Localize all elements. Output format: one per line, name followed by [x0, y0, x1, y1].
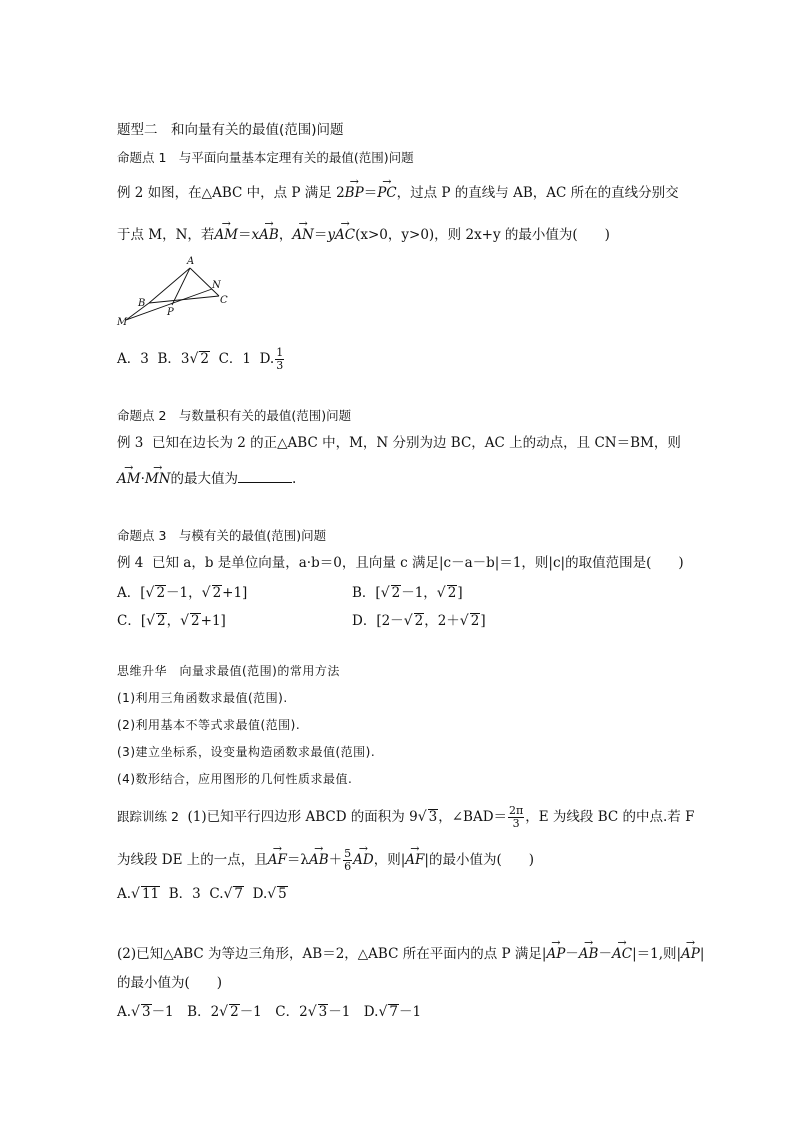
q2-opt-d-tail: －1 — [398, 1004, 422, 1020]
example4-stem-text: 已知 a，b 是单位向量，a·b＝0，且向量 c 满足|c－a－b|＝1，则|c|的取值范围是( ) — [151, 555, 684, 571]
q1-opt-a-rad: 11 — [141, 886, 160, 902]
opt-d-rad1: 2 — [414, 613, 424, 629]
example3-line2: → AM·→ MN的最大值为 . — [117, 470, 296, 488]
example2-line1: 例 2 如图，在△ABC 中，点 P 满足 2→ BP＝→ PC，过点 P 的直线与 AB，AC 所在的直线分别交 — [117, 184, 679, 202]
q1-line2-frac-num: 5 — [344, 847, 352, 860]
opt-d-post: ] — [480, 613, 486, 629]
option-b-radicand: 2 — [200, 351, 209, 367]
opt-c-rad2: 2 — [191, 613, 200, 629]
q1-opt-d: D. — [252, 886, 268, 902]
q2-opt-d-rad: 7 — [389, 1004, 398, 1020]
practice-q1-options: A.√ 11 B．3 C.√ 7 D.√ 5 — [117, 886, 287, 902]
example4-option-a: A．[√ 2－1，√ 2+1] — [117, 585, 248, 601]
answer-blank[interactable] — [238, 470, 292, 483]
q1-frac-num: 2π — [509, 804, 524, 817]
example3-stem: 已知在边长为 2 的正△ABC 中，M，N 分别为边 BC，AC 上的动点，且 CN＝BM，则 — [151, 435, 681, 451]
example2-option-d: D. — [259, 351, 275, 367]
q2-text-a: (2)已知△ABC 为等边三角形，AB＝2，△ABC 所在平面内的点 P 满足| — [117, 946, 547, 962]
example4-option-d: D．[2－√ 2，2＋√ 2] — [352, 613, 486, 629]
example2-option-b: B．3 — [157, 351, 190, 367]
q2-opt-a: A. — [117, 1004, 132, 1020]
q1-text-b: ，∠BAD＝ — [438, 809, 508, 825]
practice-q2-line2: 的最小值为( ) — [117, 975, 223, 991]
option-d-num: 1 — [276, 346, 284, 359]
q2-opt-b-rad: 2 — [230, 1004, 239, 1020]
q2-opt-b: －1 B．2 — [151, 1004, 220, 1020]
q2-text-b: |＝1,则| — [632, 946, 682, 962]
opt-c-rad1: 2 — [157, 613, 166, 629]
example2-stem-b: ，过点 P 的直线与 AB，AC 所在的直线分别交 — [396, 185, 679, 201]
opt-d-mid: ，2＋ — [424, 613, 460, 629]
practice-q2-options: A.√ 3－1 B．2√ 2－1 C．2√ 3－1 D.√ 7－1 — [117, 1004, 422, 1020]
example2-line2: 于点 M，N，若→ AM＝x→ AB，→ AN＝y→ AC(x>0，y>0)，则 2x+y 的最小值为( ) — [117, 226, 610, 244]
point2-heading: 命题点 2 与数量积有关的最值(范围)问题 — [117, 408, 352, 423]
q1-opt-a: A. — [117, 886, 132, 902]
option-d-fraction — [275, 347, 284, 372]
fig-label-b: B — [138, 298, 146, 309]
opt-a-pre: A．[ — [117, 585, 146, 601]
q1-line2-frac-den: 6 — [344, 860, 352, 873]
example2-option-c: C．1 — [218, 351, 251, 367]
example4-stem — [117, 554, 684, 572]
section-title: 题型二 和向量有关的最值(范围)问题 — [117, 122, 344, 138]
q1-fraction — [508, 805, 524, 830]
thinking-item-3: (3)建立坐标系，设变量构造函数求最值(范围). — [117, 745, 376, 759]
example2-option-a: A．3 — [117, 351, 149, 367]
example2-options: A．3 B．3√ 2 C．1 D. $\frac{1}{3}$ — [117, 346, 284, 372]
q1-text-c: ，E 为线段 BC 的中点.若 F — [525, 809, 695, 825]
point3-heading: 命题点 3 与模有关的最值(范围)问题 — [117, 528, 327, 543]
q1-line2-c: |的最小值为( ) — [424, 852, 534, 868]
opt-c-post: +1] — [200, 613, 226, 629]
q2-opt-d: －1 D. — [328, 1004, 379, 1020]
fig-label-c: C — [220, 295, 228, 306]
q1-opt-b: B．3 — [168, 886, 201, 902]
example3-suffix: 的最大值为 — [170, 471, 239, 487]
thinking-item-1: (1)利用三角函数求最值(范围). — [117, 691, 288, 705]
fig-label-a: A — [187, 256, 195, 267]
example2-label: 例 2 — [117, 185, 144, 201]
fig-label-p: P — [167, 307, 174, 318]
example3-label: 例 3 — [117, 435, 144, 451]
q2-opt-c-rad: 3 — [318, 1004, 328, 1020]
example3-line1 — [117, 434, 681, 452]
thinking-item-4: (4)数形结合，应用图形的几何性质求最值. — [117, 772, 353, 786]
q1-line2-b: ，则| — [373, 852, 406, 868]
q1-text-a: (1)已知平行四边形 ABCD 的面积为 9 — [187, 809, 418, 825]
opt-a-mid: －1， — [166, 585, 202, 601]
opt-b-rad1: 2 — [391, 585, 401, 601]
opt-b-post: ] — [457, 585, 463, 601]
thinking-title: 思维升华 向量求最值(范围)的常用方法 — [117, 664, 340, 678]
fig-label-m: M — [117, 317, 128, 328]
example4-option-c: C．[√ 2，√ 2+1] — [117, 613, 226, 629]
q2-opt-a-rad: 3 — [141, 1004, 151, 1020]
practice-q1-line2: 为线段 DE 上的一点，且→ AF＝λ→ AB＋ $\frac{5}{6}$ → AD，则|→ AF|的最小值为( ) — [117, 848, 534, 873]
q1-rad: 3 — [428, 809, 438, 825]
practice-q1-line1: 跟踪训练 2 (1)已知平行四边形 ABCD 的面积为 9√ 3，∠BAD＝ $\frac{2\pi}{3}$ ，E 为线段 BC 的中点.若 F — [117, 804, 695, 830]
opt-b-rad2: 2 — [447, 585, 457, 601]
point1-heading: 命题点 1 与平面向量基本定理有关的最值(范围)问题 — [117, 150, 414, 165]
opt-d-pre: D．[2－ — [352, 613, 404, 629]
fig-label-n: N — [212, 280, 221, 291]
opt-d-rad2: 2 — [470, 613, 480, 629]
opt-b-pre: B．[ — [352, 585, 381, 601]
opt-a-rad1: 2 — [156, 585, 166, 601]
opt-a-post: +1] — [222, 585, 248, 601]
opt-c-pre: C．[ — [117, 613, 147, 629]
q2-opt-c: －1 C．2 — [239, 1004, 308, 1020]
triangle-figure — [112, 252, 238, 328]
opt-a-rad2: 2 — [212, 585, 222, 601]
q1-opt-d-rad: 5 — [278, 886, 287, 902]
practice-label: 跟踪训练 2 — [117, 809, 179, 824]
q1-line2-a: 为线段 DE 上的一点，且 — [117, 852, 268, 868]
example2-line2-a: 于点 M，N，若 — [117, 227, 215, 243]
example4-option-b: B．[√ 2－1，√ 2] — [352, 585, 463, 601]
q1-frac-den: 3 — [512, 817, 520, 830]
example4-label: 例 4 — [117, 555, 144, 571]
opt-b-mid: －1， — [401, 585, 437, 601]
example2-line2-b: (x>0，y>0)，则 2x+y 的最小值为( ) — [355, 227, 610, 243]
q1-opt-c: C. — [209, 886, 224, 902]
practice-q2-line1: (2)已知△ABC 为等边三角形，AB＝2，△ABC 所在平面内的点 P 满足|→ AP－→ AB－→ AC|＝1,则|→ AP| — [117, 945, 704, 963]
q1-line2-fraction — [343, 848, 352, 873]
example2-stem-a: 如图，在△ABC 中，点 P 满足 2 — [147, 185, 345, 201]
opt-c-mid: ， — [166, 613, 181, 629]
option-d-den: 3 — [276, 359, 284, 372]
thinking-item-2: (2)利用基本不等式求最值(范围). — [117, 718, 301, 732]
q1-opt-c-rad: 7 — [234, 886, 244, 902]
